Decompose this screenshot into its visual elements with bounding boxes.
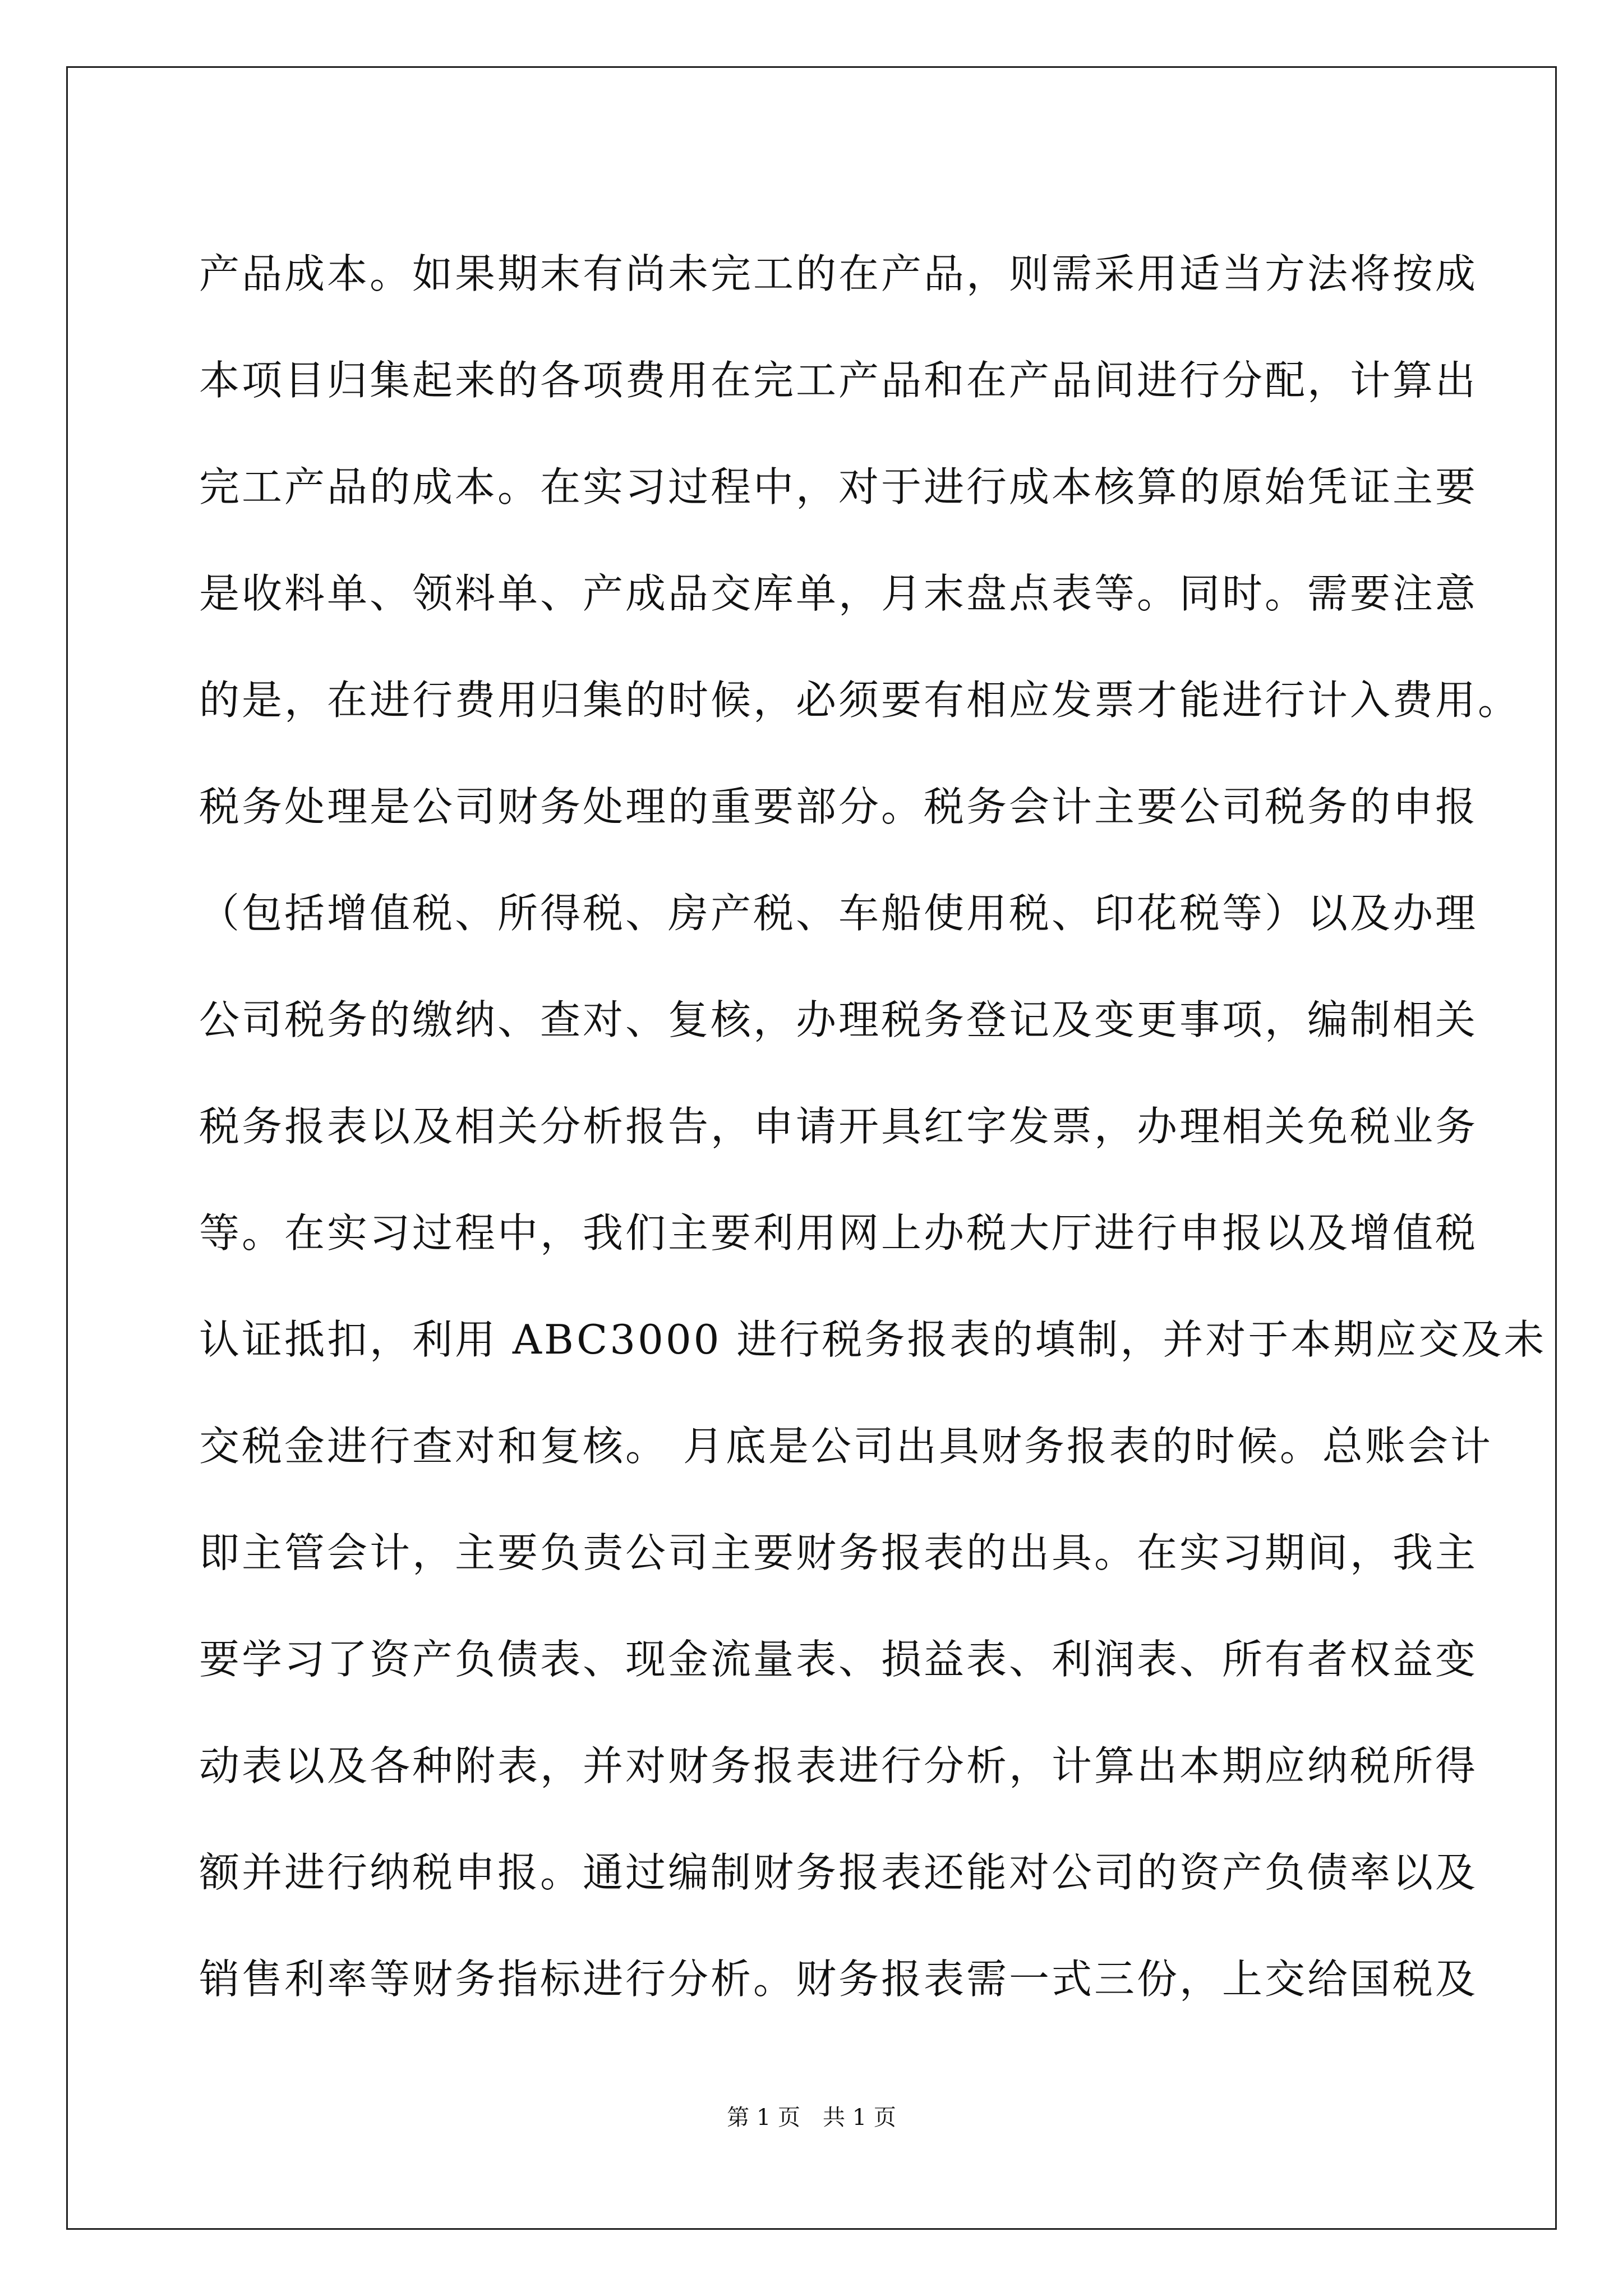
text-line: 额并进行纳税申报。通过编制财务报表还能对公司的资产负债率以及 [199, 1849, 1478, 1896]
text-line: 税务报表以及相关分析报告，申请开具红字发票，办理相关免税业务 [199, 1103, 1478, 1150]
text-line: 的是，在进行费用归集的时候，必须要有相应发票才能进行计入费用。 [199, 677, 1521, 724]
text-line: 等。在实习过程中，我们主要利用网上办税大厅进行申报以及增值税 [199, 1209, 1478, 1257]
text-line: 要学习了资产负债表、现金流量表、损益表、利润表、所有者权益变 [199, 1636, 1478, 1683]
text-line: 是收料单、领料单、产成品交库单，月末盘点表等。同时。需要注意 [199, 570, 1478, 617]
text-line: 本项目归集起来的各项费用在完工产品和在产品间进行分配，计算出 [199, 357, 1478, 404]
text-line: 交税金进行查对和复核。 月底是公司出具财务报表的时候。总账会计 [199, 1423, 1493, 1470]
text-line: 税务处理是公司财务处理的重要部分。税务会计主要公司税务的申报 [199, 783, 1478, 830]
text-line: 动表以及各种附表，并对财务报表进行分析，计算出本期应纳税所得 [199, 1742, 1478, 1789]
page-footer: 第 1 页 共 1 页 [727, 2105, 896, 2131]
text-line: 认证抵扣，利用 ABC3000 进行税务报表的填制，并对于本期应交及未 [199, 1316, 1547, 1363]
body-text [199, 220, 1547, 2032]
text-line: （包括增值税、所得税、房产税、车船使用税、印花税等）以及办理 [199, 890, 1478, 937]
text-line: 即主管会计，主要负责公司主要财务报表的出具。在实习期间，我主 [199, 1529, 1478, 1576]
text-line: 完工产品的成本。在实习过程中，对于进行成本核算的原始凭证主要 [199, 463, 1478, 510]
text-line: 产品成本。如果期末有尚未完工的在产品，则需采用适当方法将按成 [199, 250, 1478, 297]
text-line: 公司税务的缴纳、查对、复核，办理税务登记及变更事项，编制相关 [199, 996, 1478, 1043]
text-line: 销售利率等财务指标进行分析。财务报表需一式三份，上交给国税及 [199, 1955, 1478, 2003]
